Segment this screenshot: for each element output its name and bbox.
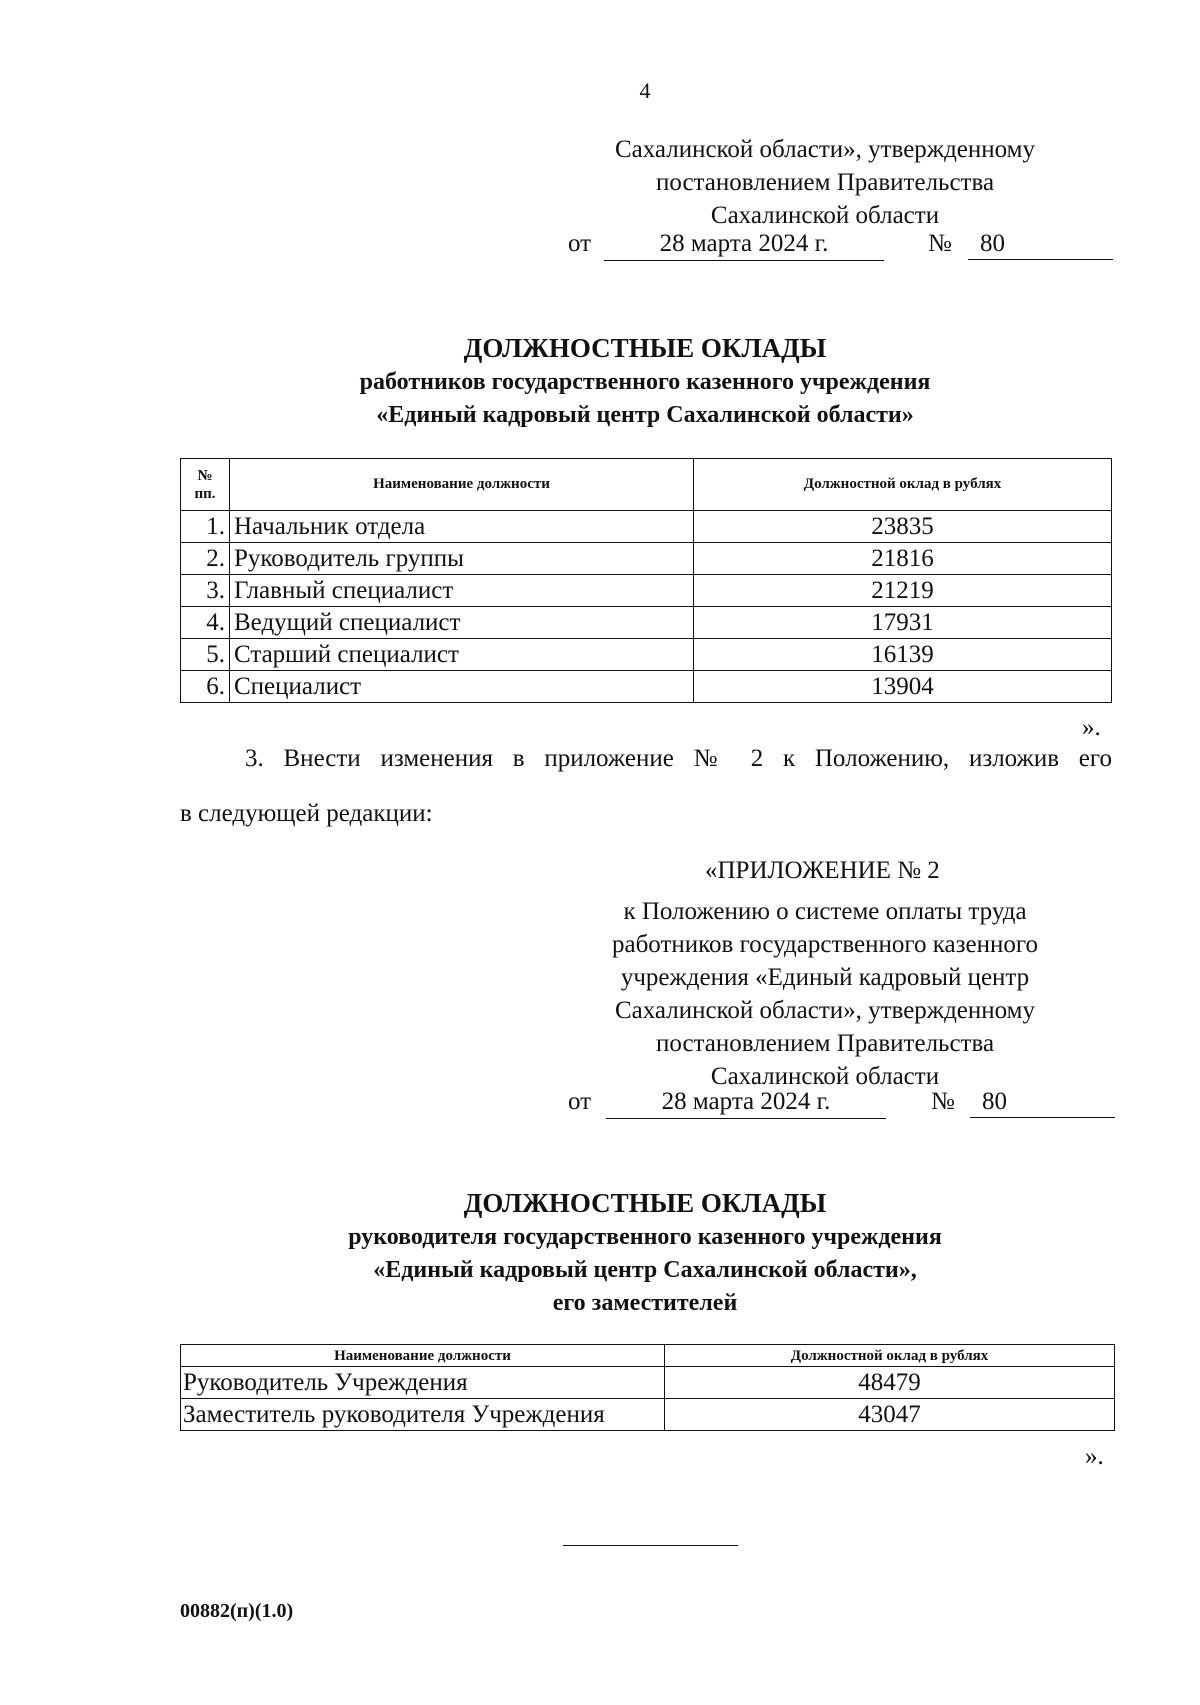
table-header-row xyxy=(181,1345,1115,1367)
table2-subtitle-2: «Единый кадровый центр Сахалинской области», xyxy=(373,1257,917,1283)
table-row xyxy=(181,511,1112,543)
table1-closing-quote: ». xyxy=(1082,714,1101,741)
row-num: 1. xyxy=(181,511,230,543)
table2-subtitle-1: руководителя государственного казенного учреждения xyxy=(348,1224,942,1250)
row-position: Руководитель группы xyxy=(230,543,694,575)
separator-line xyxy=(563,1545,738,1546)
header-num-line1: № xyxy=(197,467,213,484)
appendix-heading: «ПРИЛОЖЕНИЕ № 2 xyxy=(705,857,940,884)
appendix-line: учреждения «Единый кадровый центр xyxy=(620,964,1030,991)
approval-text-top xyxy=(560,133,1090,232)
from-label: от xyxy=(568,230,592,257)
table2-title: ДОЛЖНОСТНЫЕ ОКЛАДЫ xyxy=(463,1188,827,1218)
approval-date-line-top xyxy=(568,230,1108,264)
appendix-line: постановлением Правительства xyxy=(655,1030,995,1057)
table-header-row xyxy=(181,459,1112,511)
header-num-line2: пп. xyxy=(194,485,216,502)
appendix-line: Сахалинской области», утвержденному xyxy=(614,997,1036,1024)
table2-subtitle-3: его заместителей xyxy=(552,1290,738,1316)
row-position: Главный специалист xyxy=(230,575,694,607)
table-row xyxy=(181,575,1112,607)
header-position: Наименование должности xyxy=(181,1345,665,1367)
appendix-date-line xyxy=(568,1088,1113,1122)
row-salary: 13904 xyxy=(694,671,1112,703)
table1-subtitle-1: работников государственного казенного учреждения xyxy=(359,369,931,395)
table-row xyxy=(181,543,1112,575)
header-salary: Должностной оклад в рублях xyxy=(665,1345,1115,1367)
table-row xyxy=(181,1367,1115,1399)
row-salary: 21219 xyxy=(694,575,1112,607)
appendix-number: 80 xyxy=(970,1088,1115,1118)
approval-date: 28 марта 2024 г. xyxy=(604,230,884,261)
row-salary: 21816 xyxy=(694,543,1112,575)
row-salary: 23835 xyxy=(694,511,1112,543)
approval-line: Сахалинской области», утвержденному xyxy=(614,136,1036,163)
approval-line: Сахалинской области xyxy=(710,202,940,229)
header-num xyxy=(181,459,230,511)
approval-number: 80 xyxy=(968,230,1113,260)
row-position: Старший специалист xyxy=(230,639,694,671)
number-sign: № xyxy=(931,1088,955,1115)
appendix-line: к Положению о системе оплаты труда xyxy=(623,898,1027,925)
row-num: 6. xyxy=(181,671,230,703)
row-position: Руководитель Учреждения xyxy=(181,1367,665,1399)
row-salary: 16139 xyxy=(694,639,1112,671)
row-num: 4. xyxy=(181,607,230,639)
appendix-date: 28 марта 2024 г. xyxy=(606,1088,886,1119)
salary-table-employees xyxy=(180,458,1112,703)
table1-subtitle-2: «Единый кадровый центр Сахалинской области» xyxy=(376,402,914,428)
approval-line: постановлением Правительства xyxy=(655,169,995,196)
salary-table-management xyxy=(180,1344,1115,1431)
row-position: Заместитель руководителя Учреждения xyxy=(181,1399,665,1431)
document-code: 00882(п)(1.0) xyxy=(180,1600,294,1622)
header-salary: Должностной оклад в рублях xyxy=(694,459,1112,511)
row-position: Ведущий специалист xyxy=(230,607,694,639)
table-row xyxy=(181,639,1112,671)
paragraph-3-line1: 3. Внести изменения в приложение № 2 к Положению, изложив его xyxy=(245,745,1112,772)
table2-closing-quote: ». xyxy=(1085,1443,1104,1470)
table-row xyxy=(181,1399,1115,1431)
row-salary: 48479 xyxy=(665,1367,1115,1399)
row-position: Специалист xyxy=(230,671,694,703)
row-salary: 17931 xyxy=(694,607,1112,639)
row-num: 3. xyxy=(181,575,230,607)
from-label: от xyxy=(568,1088,592,1115)
table1-title: ДОЛЖНОСТНЫЕ ОКЛАДЫ xyxy=(463,333,827,363)
table1-title-block xyxy=(180,330,1110,432)
appendix-line: Сахалинской области xyxy=(710,1063,940,1090)
row-salary: 43047 xyxy=(665,1399,1115,1431)
paragraph-3-line2: в следующей редакции: xyxy=(180,800,433,827)
row-num: 5. xyxy=(181,639,230,671)
header-position: Наименование должности xyxy=(230,459,694,511)
table2-title-block xyxy=(180,1185,1110,1320)
appendix-line: работников государственного казенного xyxy=(611,931,1038,958)
table-row xyxy=(181,607,1112,639)
appendix-approval-text xyxy=(560,895,1090,1093)
page-number: 4 xyxy=(639,78,651,103)
number-sign: № xyxy=(928,230,952,257)
row-position: Начальник отдела xyxy=(230,511,694,543)
row-num: 2. xyxy=(181,543,230,575)
table-row xyxy=(181,671,1112,703)
